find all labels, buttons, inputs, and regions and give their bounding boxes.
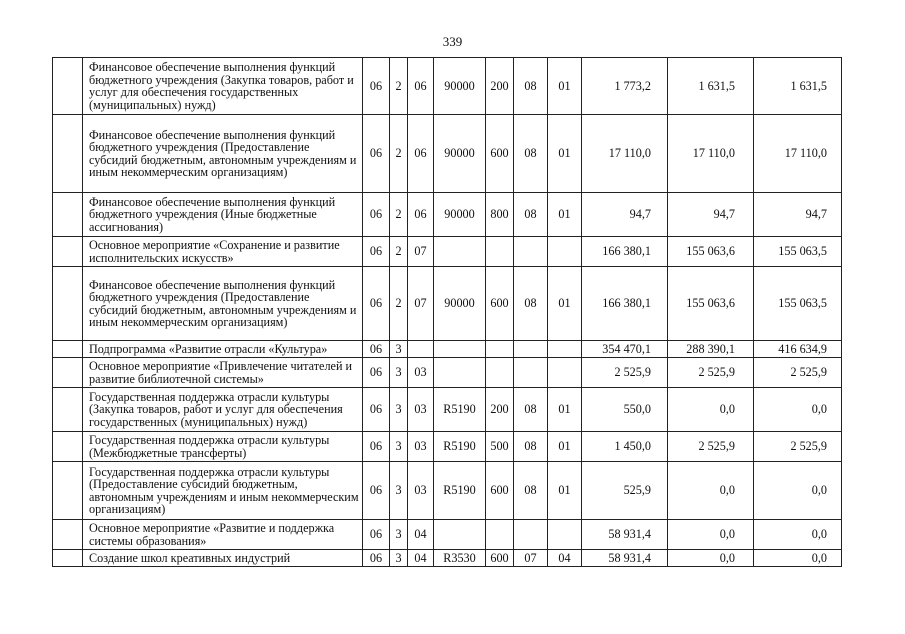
pp-code-cell: 3 bbox=[390, 358, 408, 388]
row-name-cell: Основное мероприятие «Привлечение читателей и развитие библиотечной системы» bbox=[83, 358, 363, 388]
amount-3-cell: 416 634,9 bbox=[754, 341, 842, 358]
direction-code-cell bbox=[434, 341, 486, 358]
expense-type-cell: 200 bbox=[486, 58, 514, 115]
amount-3-cell: 155 063,5 bbox=[754, 237, 842, 267]
gp-code-cell: 06 bbox=[363, 520, 390, 550]
section-cell: 07 bbox=[514, 550, 548, 567]
table-row bbox=[53, 115, 842, 193]
expense-type-cell: 600 bbox=[486, 550, 514, 567]
section-cell: 08 bbox=[514, 115, 548, 193]
section-cell bbox=[514, 520, 548, 550]
expense-type-cell: 200 bbox=[486, 388, 514, 432]
amount-3-cell: 94,7 bbox=[754, 193, 842, 237]
subsection-cell: 01 bbox=[548, 462, 582, 520]
table-row bbox=[53, 193, 842, 237]
budget-table bbox=[52, 57, 842, 567]
om-code-cell: 04 bbox=[408, 520, 434, 550]
direction-code-cell: 90000 bbox=[434, 193, 486, 237]
row-name-cell: Финансовое обеспечение выполнения функций бюджетного учреждения (Предоставление субсидий бюджетным, автономным учреждениям и иным некоммерческим организациям) bbox=[83, 115, 363, 193]
expense-type-cell: 500 bbox=[486, 432, 514, 462]
gp-code-cell: 06 bbox=[363, 58, 390, 115]
row-gutter-cell bbox=[53, 341, 83, 358]
section-cell: 08 bbox=[514, 193, 548, 237]
amount-1-cell: 2 525,9 bbox=[582, 358, 668, 388]
subsection-cell: 01 bbox=[548, 58, 582, 115]
pp-code-cell: 3 bbox=[390, 388, 408, 432]
subsection-cell: 01 bbox=[548, 193, 582, 237]
expense-type-cell bbox=[486, 358, 514, 388]
direction-code-cell bbox=[434, 358, 486, 388]
subsection-cell bbox=[548, 237, 582, 267]
pp-code-cell: 2 bbox=[390, 115, 408, 193]
expense-type-cell bbox=[486, 237, 514, 267]
table-row bbox=[53, 341, 842, 358]
table-row bbox=[53, 462, 842, 520]
table-row bbox=[53, 432, 842, 462]
subsection-cell: 01 bbox=[548, 432, 582, 462]
row-gutter-cell bbox=[53, 388, 83, 432]
direction-code-cell: R5190 bbox=[434, 462, 486, 520]
row-gutter-cell bbox=[53, 462, 83, 520]
section-cell bbox=[514, 237, 548, 267]
amount-2-cell: 94,7 bbox=[668, 193, 754, 237]
amount-3-cell: 1 631,5 bbox=[754, 58, 842, 115]
section-cell: 08 bbox=[514, 462, 548, 520]
amount-2-cell: 288 390,1 bbox=[668, 341, 754, 358]
amount-3-cell: 17 110,0 bbox=[754, 115, 842, 193]
row-name-cell: Государственная поддержка отрасли культуры (Предоставление субсидий бюджетным, автономным учреждениям и иным некоммерческим организациям) bbox=[83, 462, 363, 520]
gp-code-cell: 06 bbox=[363, 115, 390, 193]
row-gutter-cell bbox=[53, 432, 83, 462]
row-name-cell: Основное мероприятие «Сохранение и развитие исполнительских искусств» bbox=[83, 237, 363, 267]
gp-code-cell: 06 bbox=[363, 388, 390, 432]
amount-1-cell: 1 450,0 bbox=[582, 432, 668, 462]
amount-3-cell: 155 063,5 bbox=[754, 267, 842, 341]
row-name-cell: Финансовое обеспечение выполнения функций бюджетного учреждения (Предоставление субсидий бюджетным, автономным учреждениям и иным некоммерческим организациям) bbox=[83, 267, 363, 341]
pp-code-cell: 2 bbox=[390, 58, 408, 115]
om-code-cell: 07 bbox=[408, 237, 434, 267]
subsection-cell bbox=[548, 358, 582, 388]
gp-code-cell: 06 bbox=[363, 432, 390, 462]
amount-3-cell: 2 525,9 bbox=[754, 358, 842, 388]
row-name-cell: Подпрограмма «Развитие отрасли «Культура» bbox=[83, 341, 363, 358]
amount-1-cell: 166 380,1 bbox=[582, 267, 668, 341]
row-gutter-cell bbox=[53, 237, 83, 267]
section-cell: 08 bbox=[514, 432, 548, 462]
row-name-cell: Финансовое обеспечение выполнения функций бюджетного учреждения (Иные бюджетные ассигнования) bbox=[83, 193, 363, 237]
pp-code-cell: 2 bbox=[390, 237, 408, 267]
amount-1-cell: 94,7 bbox=[582, 193, 668, 237]
row-name-cell: Финансовое обеспечение выполнения функций бюджетного учреждения (Закупка товаров, работ и услуг для обеспечения государственных (муниципальных) нужд) bbox=[83, 58, 363, 115]
amount-2-cell: 0,0 bbox=[668, 520, 754, 550]
row-name-cell: Государственная поддержка отрасли культуры (Межбюджетные трансферты) bbox=[83, 432, 363, 462]
amount-1-cell: 58 931,4 bbox=[582, 550, 668, 567]
row-gutter-cell bbox=[53, 193, 83, 237]
amount-2-cell: 0,0 bbox=[668, 462, 754, 520]
gp-code-cell: 06 bbox=[363, 267, 390, 341]
subsection-cell: 04 bbox=[548, 550, 582, 567]
row-gutter-cell bbox=[53, 115, 83, 193]
table-row bbox=[53, 358, 842, 388]
pp-code-cell: 3 bbox=[390, 432, 408, 462]
row-gutter-cell bbox=[53, 58, 83, 115]
subsection-cell bbox=[548, 341, 582, 358]
direction-code-cell: 90000 bbox=[434, 267, 486, 341]
subsection-cell: 01 bbox=[548, 267, 582, 341]
direction-code-cell: 90000 bbox=[434, 58, 486, 115]
gp-code-cell: 06 bbox=[363, 237, 390, 267]
row-name-cell: Основное мероприятие «Развитие и поддержка системы образования» bbox=[83, 520, 363, 550]
table-row bbox=[53, 550, 842, 567]
amount-3-cell: 0,0 bbox=[754, 550, 842, 567]
om-code-cell: 04 bbox=[408, 550, 434, 567]
row-name-cell: Государственная поддержка отрасли культуры (Закупка товаров, работ и услуг для обеспечения государственных (муниципальных) нужд) bbox=[83, 388, 363, 432]
amount-1-cell: 58 931,4 bbox=[582, 520, 668, 550]
amount-2-cell: 155 063,6 bbox=[668, 267, 754, 341]
row-name-cell: Создание школ креативных индустрий bbox=[83, 550, 363, 567]
expense-type-cell: 800 bbox=[486, 193, 514, 237]
amount-1-cell: 166 380,1 bbox=[582, 237, 668, 267]
gp-code-cell: 06 bbox=[363, 462, 390, 520]
amount-2-cell: 2 525,9 bbox=[668, 358, 754, 388]
amount-3-cell: 2 525,9 bbox=[754, 432, 842, 462]
direction-code-cell: R5190 bbox=[434, 432, 486, 462]
amount-2-cell: 1 631,5 bbox=[668, 58, 754, 115]
amount-1-cell: 17 110,0 bbox=[582, 115, 668, 193]
om-code-cell: 03 bbox=[408, 358, 434, 388]
om-code-cell: 03 bbox=[408, 462, 434, 520]
page-number: 339 bbox=[442, 34, 463, 49]
gp-code-cell: 06 bbox=[363, 341, 390, 358]
row-gutter-cell bbox=[53, 550, 83, 567]
om-code-cell: 07 bbox=[408, 267, 434, 341]
amount-2-cell: 2 525,9 bbox=[668, 432, 754, 462]
pp-code-cell: 3 bbox=[390, 341, 408, 358]
section-cell bbox=[514, 341, 548, 358]
section-cell: 08 bbox=[514, 58, 548, 115]
expense-type-cell bbox=[486, 341, 514, 358]
amount-1-cell: 550,0 bbox=[582, 388, 668, 432]
direction-code-cell: 90000 bbox=[434, 115, 486, 193]
direction-code-cell bbox=[434, 237, 486, 267]
pp-code-cell: 3 bbox=[390, 550, 408, 567]
section-cell: 08 bbox=[514, 388, 548, 432]
amount-3-cell: 0,0 bbox=[754, 520, 842, 550]
amount-1-cell: 354 470,1 bbox=[582, 341, 668, 358]
amount-3-cell: 0,0 bbox=[754, 462, 842, 520]
pp-code-cell: 3 bbox=[390, 520, 408, 550]
direction-code-cell bbox=[434, 520, 486, 550]
om-code-cell: 06 bbox=[408, 58, 434, 115]
table-row bbox=[53, 267, 842, 341]
pp-code-cell: 3 bbox=[390, 462, 408, 520]
gp-code-cell: 06 bbox=[363, 550, 390, 567]
table-row bbox=[53, 237, 842, 267]
om-code-cell: 06 bbox=[408, 193, 434, 237]
section-cell: 08 bbox=[514, 267, 548, 341]
expense-type-cell: 600 bbox=[486, 115, 514, 193]
om-code-cell: 03 bbox=[408, 432, 434, 462]
table-row bbox=[53, 58, 842, 115]
row-gutter-cell bbox=[53, 520, 83, 550]
expense-type-cell bbox=[486, 520, 514, 550]
amount-2-cell: 0,0 bbox=[668, 550, 754, 567]
om-code-cell bbox=[408, 341, 434, 358]
table-row bbox=[53, 388, 842, 432]
row-gutter-cell bbox=[53, 358, 83, 388]
subsection-cell bbox=[548, 520, 582, 550]
amount-2-cell: 17 110,0 bbox=[668, 115, 754, 193]
om-code-cell: 03 bbox=[408, 388, 434, 432]
subsection-cell: 01 bbox=[548, 115, 582, 193]
amount-1-cell: 1 773,2 bbox=[582, 58, 668, 115]
section-cell bbox=[514, 358, 548, 388]
table-row bbox=[53, 520, 842, 550]
direction-code-cell: R5190 bbox=[434, 388, 486, 432]
amount-2-cell: 0,0 bbox=[668, 388, 754, 432]
om-code-cell: 06 bbox=[408, 115, 434, 193]
amount-3-cell: 0,0 bbox=[754, 388, 842, 432]
row-gutter-cell bbox=[53, 267, 83, 341]
amount-1-cell: 525,9 bbox=[582, 462, 668, 520]
pp-code-cell: 2 bbox=[390, 267, 408, 341]
expense-type-cell: 600 bbox=[486, 267, 514, 341]
gp-code-cell: 06 bbox=[363, 358, 390, 388]
expense-type-cell: 600 bbox=[486, 462, 514, 520]
gp-code-cell: 06 bbox=[363, 193, 390, 237]
direction-code-cell: R3530 bbox=[434, 550, 486, 567]
subsection-cell: 01 bbox=[548, 388, 582, 432]
pp-code-cell: 2 bbox=[390, 193, 408, 237]
amount-2-cell: 155 063,6 bbox=[668, 237, 754, 267]
